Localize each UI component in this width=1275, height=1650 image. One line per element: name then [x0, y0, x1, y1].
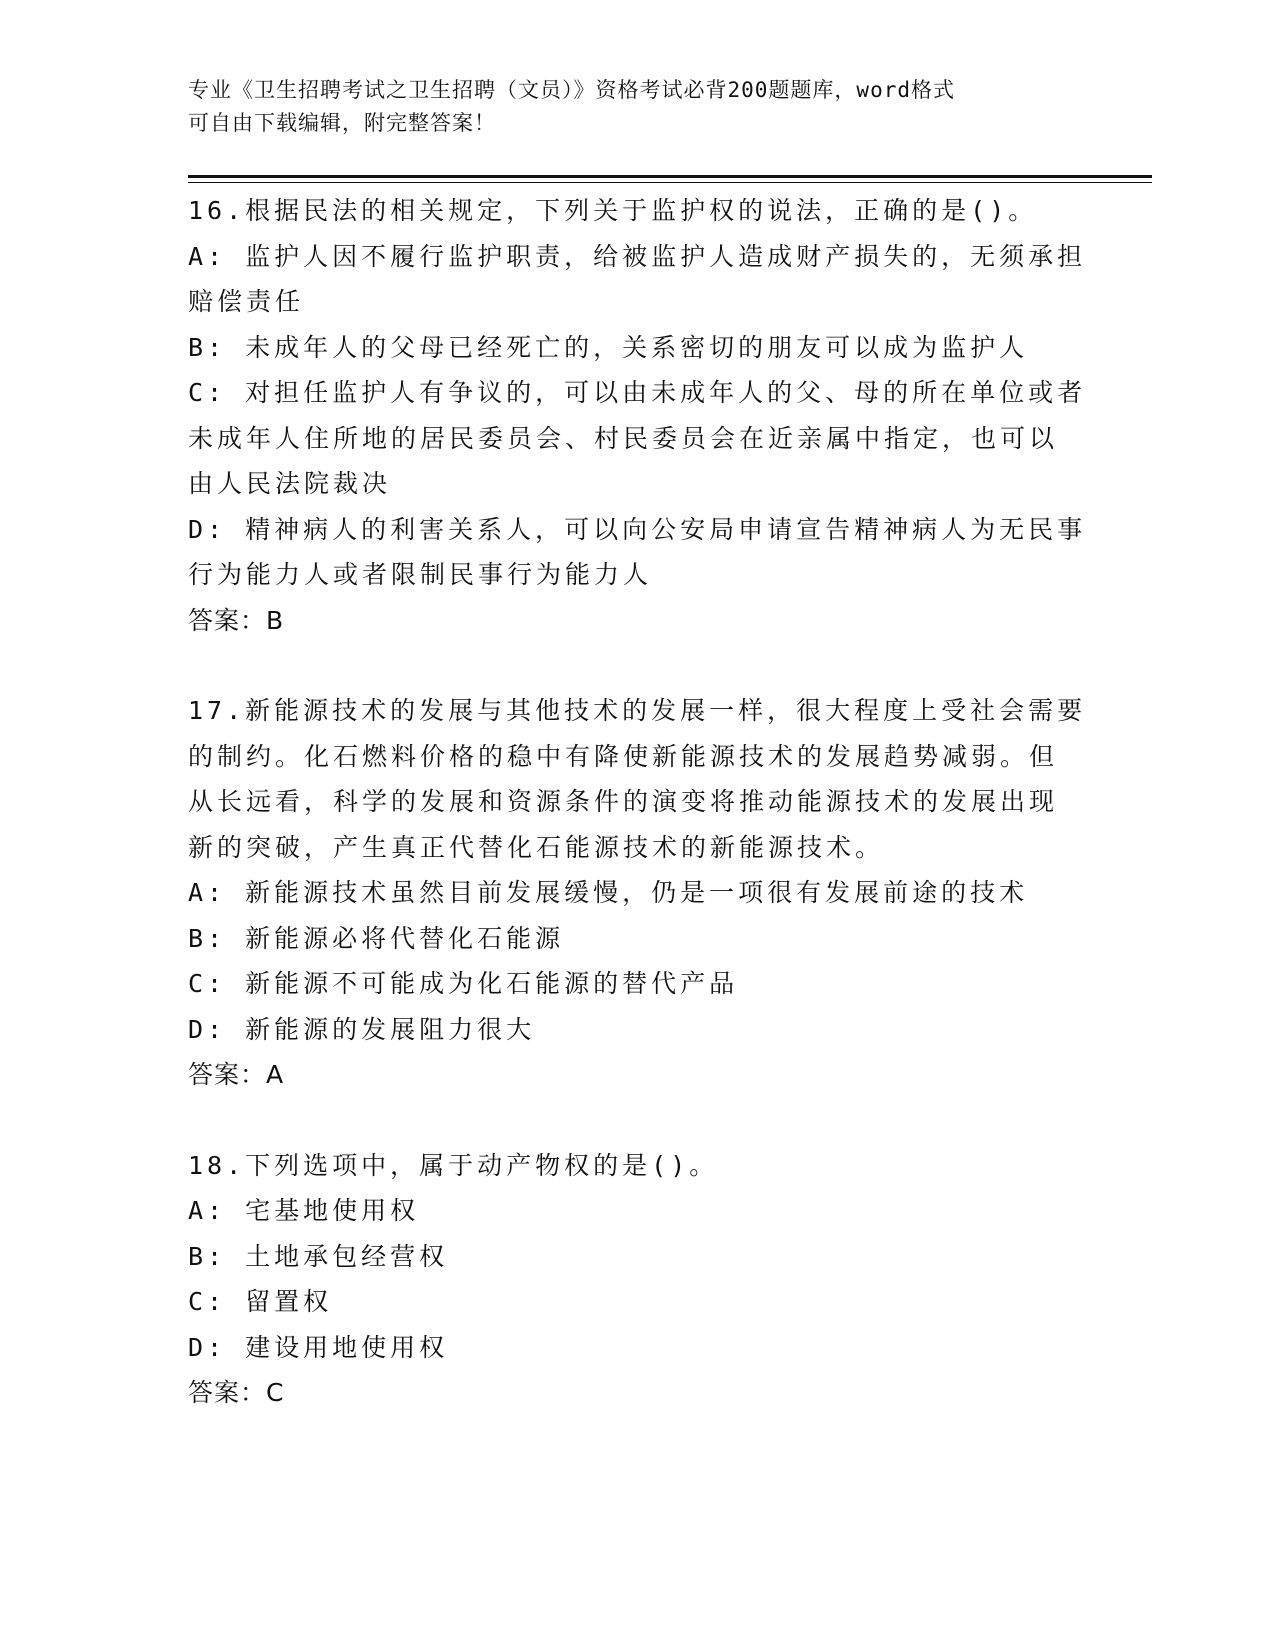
- option-a: [188, 234, 1088, 325]
- option-text: A: 监护人因不履行监护职责，给被监护人造成财产损失的，无须承担: [188, 241, 1087, 271]
- option-text: D: 建设用地使用权: [188, 1332, 449, 1362]
- question-17: [188, 688, 1088, 1098]
- document-header: [188, 74, 1068, 140]
- option-text: 赔偿责任: [188, 287, 305, 316]
- question-list: [188, 188, 1088, 1461]
- question-stem: 从长远看，科学的发展和资源条件的演变将推动能源技术的发展出现: [188, 787, 1059, 816]
- question-stem: 的制约。化石燃料价格的稳中有降使新能源技术的发展趋势减弱。但: [188, 741, 1059, 771]
- option-text: 由人民法院裁决: [188, 469, 392, 498]
- answer-line: 答案：A: [188, 1060, 285, 1089]
- header-divider-thin: [188, 182, 1152, 183]
- question-stem: 16.根据民法的相关规定，下列关于监护权的说法，正确的是()。: [188, 196, 1038, 225]
- option-text: D: 新能源的发展阻力很大: [188, 1014, 536, 1044]
- question-16: [188, 188, 1088, 643]
- answer-line: 答案：B: [188, 605, 285, 635]
- header-divider-thick: [188, 175, 1152, 178]
- option-text: C: 对担任监护人有争议的，可以由未成年人的父、母的所在单位或者: [188, 378, 1087, 407]
- option-text: A: 新能源技术虽然目前发展缓慢，仍是一项很有发展前途的技术: [188, 878, 1029, 907]
- option-b: [188, 1234, 1088, 1280]
- option-text: 行为能力人或者限制民事行为能力人: [188, 560, 653, 589]
- option-text: B: 新能源必将代替化石能源: [188, 923, 565, 953]
- answer-line: 答案：C: [188, 1378, 285, 1407]
- option-b: [188, 916, 1088, 962]
- header-line-1: 专业《卫生招聘考试之卫生招聘（文员）》资格考试必背200题题库，word格式: [188, 78, 955, 102]
- question-stem: 18.下列选项中，属于动产物权的是()。: [188, 1150, 719, 1180]
- option-text: B: 土地承包经营权: [188, 1241, 449, 1271]
- option-c: [188, 961, 1088, 1007]
- question-stem: 17.新能源技术的发展与其他技术的发展一样，很大程度上受社会需要: [188, 696, 1087, 725]
- option-text: C: 留置权: [188, 1287, 333, 1316]
- question-stem: 新的突破，产生真正代替化石能源技术的新能源技术。: [188, 832, 885, 862]
- option-d: [188, 1007, 1088, 1053]
- option-d: [188, 1325, 1088, 1371]
- question-18: [188, 1143, 1088, 1416]
- option-a: [188, 870, 1088, 916]
- header-line-2: 可自由下载编辑，附完整答案！: [188, 111, 496, 135]
- option-b: [188, 325, 1088, 371]
- option-text: D: 精神病人的利害关系人，可以向公安局申请宣告精神病人为无民事: [188, 514, 1087, 544]
- option-text: B: 未成年人的父母已经死亡的，关系密切的朋友可以成为监护人: [188, 332, 1029, 362]
- option-a: [188, 1188, 1088, 1234]
- option-d: [188, 507, 1088, 598]
- option-text: A: 宅基地使用权: [188, 1196, 420, 1225]
- option-c: [188, 370, 1088, 507]
- option-text: C: 新能源不可能成为化石能源的替代产品: [188, 969, 739, 998]
- option-c: [188, 1279, 1088, 1325]
- option-text: 未成年人住所地的居民委员会、村民委员会在近亲属中指定，也可以: [188, 423, 1059, 453]
